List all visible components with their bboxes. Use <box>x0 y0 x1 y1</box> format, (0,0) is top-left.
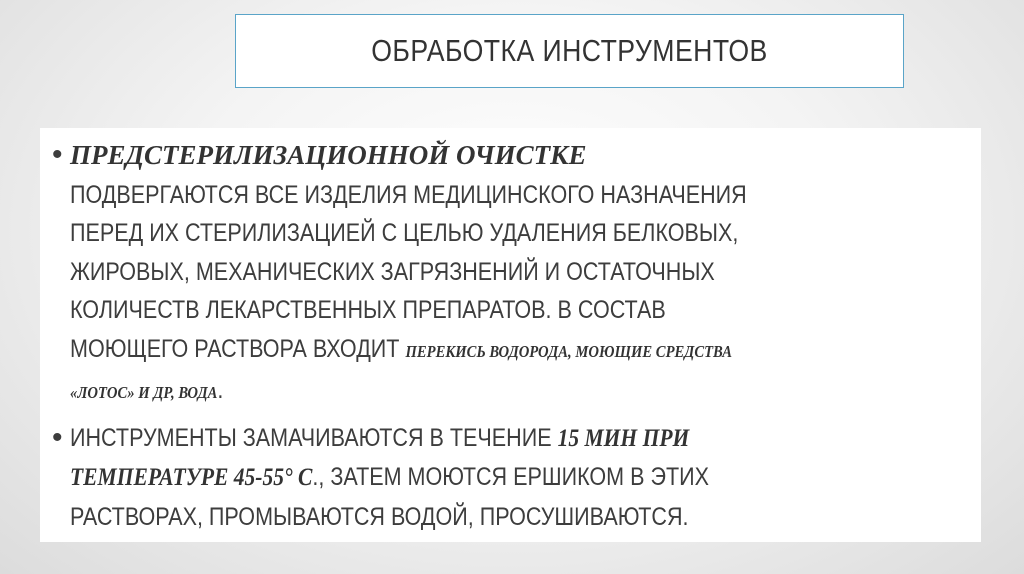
bullet-emphasis-fragment: «ЛОТОС» И ДР, ВОДА <box>70 383 218 402</box>
bullet-emphasis-fragment: ТЕМПЕРАТУРЕ 45-55° С <box>70 464 313 491</box>
bullet-text-line-mixed <box>70 458 838 498</box>
bullet-text-fragment: МОЮЩЕГО РАСТВОРА ВХОДИТ <box>70 334 406 363</box>
slide-title: ОБРАБОТКА ИНСТРУМЕНТОВ <box>371 33 768 68</box>
bullet-text-fragment: . <box>217 376 224 404</box>
bullet-emphasis-fragment: 15 МИН ПРИ <box>557 424 690 452</box>
bullet-text-line: КОЛИЧЕСТВ ЛЕКАРСТВЕННЫХ ПРЕПАРАТОВ. В СОСТАВ <box>70 296 666 324</box>
bullet-text-line-mixed <box>70 419 838 459</box>
slide-title-box <box>235 14 904 88</box>
bullet-text-line-mixed <box>70 330 838 372</box>
content-box <box>40 128 981 542</box>
bullet-text-line: ПЕРЕД ИХ СТЕРИЛИЗАЦИЕЙ С ЦЕЛЬЮ УДАЛЕНИЯ БЕЛКОВЫХ, <box>70 219 739 247</box>
bullet-item-presterilization <box>52 136 961 413</box>
bullet-text-fragment: ., ЗАТЕМ МОЮТСЯ ЕРШИКОМ В ЭТИХ <box>312 463 709 491</box>
bullet-item-soaking <box>52 419 961 537</box>
bullet-dot-icon: • <box>52 420 63 454</box>
bullet-text-line-mixed <box>70 371 838 413</box>
bullet-emphasis-fragment: ПЕРЕКИСЬ ВОДОРОДА, МОЮЩИЕ СРЕДСТВА <box>405 341 733 361</box>
bullet-text-line: РАСТВОРАХ, ПРОМЫВАЮТСЯ ВОДОЙ, ПРОСУШИВАЮТСЯ. <box>70 502 689 531</box>
bullet-heading-line <box>70 136 961 176</box>
bullet-text-line: ПОДВЕРГАЮТСЯ ВСЕ ИЗДЕЛИЯ МЕДИЦИНСКОГО НАЗНАЧЕНИЯ <box>70 180 747 209</box>
bullet-text-fragment: ИНСТРУМЕНТЫ ЗАМАЧИВАЮТСЯ В ТЕЧЕНИЕ <box>70 423 558 452</box>
bullet-text-line: ЖИРОВЫХ, МЕХАНИЧЕСКИХ ЗАГРЯЗНЕНИЙ И ОСТАТОЧНЫХ <box>70 257 715 286</box>
bullet-dot-icon: • <box>52 138 63 171</box>
bullet-heading: ПРЕДСТЕРИЛИЗАЦИОННОЙ ОЧИСТКЕ <box>70 140 587 170</box>
